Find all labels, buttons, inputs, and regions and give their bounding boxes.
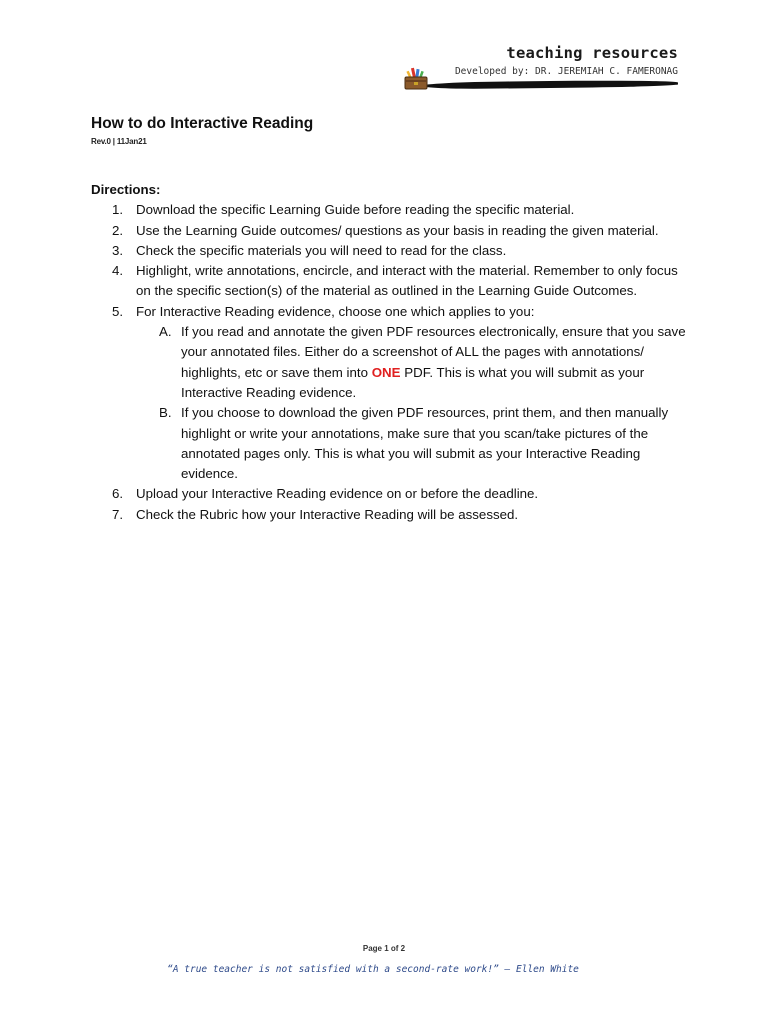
item-text: Upload your Interactive Reading evidence on or before the deadline. [136, 486, 539, 502]
revision-label: Rev.0 | 11Jan21 [91, 137, 147, 146]
item-number: 3. [112, 242, 124, 258]
item-text: Download the specific Learning Guide before reading the specific material. [136, 202, 575, 218]
footer-quote: “A true teacher is not satisfied with a second-rate work!” – Ellen White [167, 964, 579, 975]
list-item [91, 241, 691, 261]
item-text: For Interactive Reading evidence, choose one which applies to you: [136, 303, 535, 319]
item-number: 6. [112, 486, 124, 502]
sub-list-item [91, 403, 691, 484]
item-number: 4. [112, 263, 124, 279]
brush-stroke-divider [422, 80, 678, 90]
directions-heading: Directions: [91, 182, 161, 197]
list-item [91, 261, 691, 302]
sub-item-letter: B. [159, 405, 172, 421]
list-item [91, 484, 691, 504]
list-item [91, 302, 691, 485]
sub-item-text: If you read and annotate the given PDF resources electronically, ensure that you save your annotated files. Either do a screenshot of ALL the pages with annotations/ highlights, etc or save them into [181, 324, 686, 380]
item-number: 2. [112, 222, 124, 238]
item-number: 7. [112, 506, 124, 522]
list-item [91, 221, 691, 241]
directions-section [91, 180, 691, 525]
document-title: How to do Interactive Reading [91, 115, 314, 132]
brand-title: teaching resources [506, 44, 678, 62]
directions-list [91, 200, 691, 525]
item-number: 5. [112, 303, 124, 319]
sub-item-text-after: PDF. This is what you will submit as your Interactive Reading evidence. [181, 364, 645, 400]
sub-list [136, 322, 691, 484]
list-item [91, 505, 691, 525]
item-text: Use the Learning Guide outcomes/ questions as your basis in reading the given material. [136, 222, 659, 238]
sub-item-letter: A. [159, 324, 172, 340]
sub-item-text: If you choose to download the given PDF resources, print them, and then manually highlight or write your annotations, make sure that you scan/take pictures of the annotated pages only. This is what you will submit as your Interactive Reading evidence. [181, 405, 669, 482]
page-number: Page 1 of 2 [362, 944, 406, 953]
toolbox-icon [403, 66, 429, 92]
item-text: Check the specific materials you will need to read for the class. [136, 242, 507, 258]
sub-list-item [91, 322, 691, 403]
developer-credit: Developed by: DR. JEREMIAH C. FAMERONAG [454, 66, 678, 77]
list-item [91, 200, 691, 220]
item-text: Highlight, write annotations, encircle, and interact with the material. Remember to only focus on the specific section(s) of the material as outlined in the Learning Guide Outcomes. [136, 263, 678, 299]
emphasis-one: ONE [371, 364, 401, 380]
item-text: Check the Rubric how your Interactive Reading will be assessed. [136, 506, 519, 522]
item-number: 1. [112, 202, 124, 218]
